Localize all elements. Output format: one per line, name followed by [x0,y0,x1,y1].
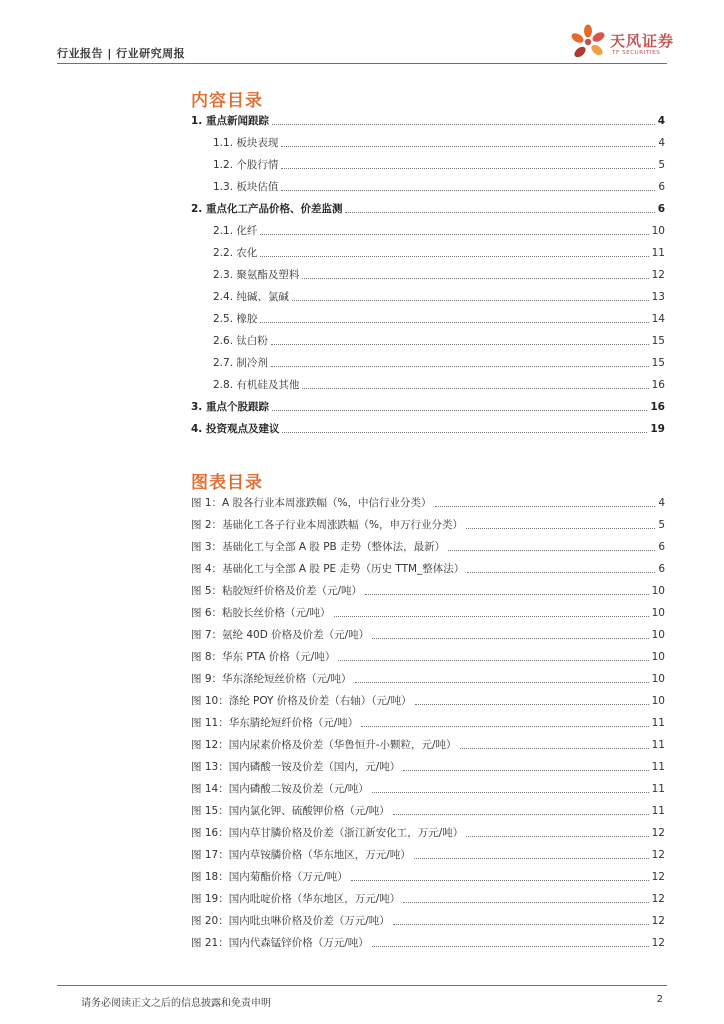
figure-entry-page: 11 [651,739,665,751]
figure-entry-page: 10 [651,695,665,707]
logo-text-cn: 天风证券 [610,32,675,50]
footer-disclaimer: 请务必阅读正文之后的信息披露和免责申明 [81,998,271,1009]
figure-entry-label: 图 5：粘胶短纤价格及价差（元/吨） [191,585,363,597]
dot-leader [415,704,649,705]
figure-entry-page: 10 [651,673,665,685]
dot-leader [365,594,649,595]
figure-entry-page: 5 [658,519,665,531]
figure-entry-label: 图 16：国内草甘膦价格及价差（浙江新安化工，万元/吨） [191,827,464,839]
toc-entry-page: 15 [651,335,665,347]
figure-entry[interactable] [191,736,665,752]
figure-entry[interactable] [191,516,665,532]
dot-leader [345,212,654,213]
toc-entry-page: 19 [650,423,665,435]
report-type-label: 行业报告 | 行业研究周报 [57,47,186,60]
dot-leader [372,792,649,793]
figure-entry-label: 图 8：华东 PTA 价格（元/吨） [191,651,336,663]
toc-entry[interactable] [213,310,665,326]
dot-leader [448,550,655,551]
toc-entry[interactable] [213,156,665,172]
figure-entry-label: 图 18：国内菊酯价格（万元/吨） [191,871,348,883]
toc-entry[interactable] [213,244,665,260]
dot-leader [393,924,649,925]
figure-entry[interactable] [191,714,665,730]
figure-entry[interactable] [191,824,665,840]
figure-entry-label: 图 4：基础化工与全部 A 股 PE 走势（历史 TTM_整体法） [191,563,465,575]
dot-leader [271,366,649,367]
figure-entry-label: 图 12：国内尿素价格及价差（华鲁恒升-小颗粒，元/吨） [191,739,457,751]
toc-entry-label: 3. 重点个股跟踪 [191,401,269,413]
figure-entry-page: 11 [651,783,665,795]
figure-entry-label: 图 15：国内氯化钾、硫酸钾价格（元/吨） [191,805,390,817]
dot-leader [372,946,649,947]
toc-entry-label: 1.2. 个股行情 [213,159,279,171]
figure-entry-page: 12 [651,937,665,949]
logo-text-en: TF SECURITIES [612,50,661,56]
figure-entry-label: 图 11：华东腈纶短纤价格（元/吨） [191,717,359,729]
dot-leader [260,234,648,235]
dot-leader [272,124,655,125]
figure-entry[interactable] [191,494,665,510]
toc-entry[interactable] [213,266,665,282]
figure-entry-label: 图 3：基础化工与全部 A 股 PB 走势（整体法，最新） [191,541,446,553]
figure-entry-label: 图 9：华东涤纶短丝价格（元/吨） [191,673,352,685]
dot-leader [334,616,649,617]
toc-entry-label: 1.1. 板块表现 [213,137,279,149]
figure-entry-page: 12 [651,849,665,861]
dot-leader [467,572,655,573]
toc-entry[interactable] [213,288,665,304]
figure-entry[interactable] [191,538,665,554]
dot-leader [338,660,648,661]
toc-entry[interactable] [191,420,665,436]
figure-entry-label: 图 20：国内吡虫啉价格及价差（万元/吨） [191,915,390,927]
dot-leader [460,748,649,749]
figure-entry-page: 10 [651,607,665,619]
figure-entry-page: 6 [658,541,665,553]
flower-logo-icon [566,22,610,64]
dot-leader [414,858,649,859]
dot-leader [281,146,655,147]
figure-entry-label: 图 2：基础化工各子行业本周涨跌幅（%，申万行业分类） [191,519,463,531]
figure-entry-page: 6 [658,563,665,575]
dot-leader [260,322,648,323]
toc-entry[interactable] [213,222,665,238]
toc-entry-page: 16 [650,401,665,413]
dot-leader [403,902,648,903]
figure-entry-page: 10 [651,585,665,597]
toc-entry-page: 12 [651,269,665,281]
toc-entry-label: 2.4. 纯碱、氯碱 [213,291,289,303]
toc-entry[interactable] [213,376,665,392]
footer-divider [57,985,667,986]
dot-leader [351,880,649,881]
toc-entry-label: 2.2. 农化 [213,247,258,259]
toc-entry[interactable] [213,332,665,348]
toc-entry-page: 6 [658,181,665,193]
toc-entry[interactable] [213,134,665,150]
figure-entry-page: 12 [651,893,665,905]
toc-entry[interactable] [191,112,665,128]
figure-entry-page: 4 [658,497,665,509]
toc-entry-label: 2.3. 聚氨酯及塑料 [213,269,300,281]
toc-entry-page: 16 [651,379,665,391]
figure-entry-label: 图 7：氨纶 40D 价格及价差（元/吨） [191,629,370,641]
dot-leader [302,388,648,389]
toc-entry-label: 4. 投资观点及建议 [191,423,280,435]
toc-entry-label: 1. 重点新闻跟踪 [191,115,269,127]
figure-entry[interactable] [191,604,665,620]
dot-leader [302,278,648,279]
figure-entry-page: 12 [651,915,665,927]
toc-entry-label: 2.6. 钛白粉 [213,335,268,347]
dot-leader [272,410,647,411]
dot-leader [281,168,655,169]
toc-entry-label: 2.8. 有机硅及其他 [213,379,300,391]
toc-entry-page: 4 [658,137,665,149]
dot-leader [271,344,649,345]
toc-entry[interactable] [213,354,665,370]
figure-entry-label: 图 17：国内草铵膦价格（华东地区，万元/吨） [191,849,411,861]
figure-entry[interactable] [191,912,665,928]
toc-entry-page: 14 [651,313,665,325]
dot-leader [292,300,649,301]
dot-leader [260,256,648,257]
dot-leader [372,638,648,639]
figure-entry[interactable] [191,868,665,884]
figure-entry[interactable] [191,692,665,708]
dot-leader [393,814,649,815]
header-divider [57,63,667,64]
figure-entry-label: 图 21：国内代森锰锌价格（万元/吨） [191,937,369,949]
dot-leader [466,528,655,529]
figure-entry[interactable] [191,934,665,950]
dot-leader [403,770,648,771]
figure-entry[interactable] [191,560,665,576]
figure-entry-label: 图 13：国内磷酸一铵及价差（国内，元/吨） [191,761,401,773]
toc-entry[interactable] [191,200,665,216]
figure-entry[interactable] [191,846,665,862]
toc-entry-label: 2.1. 化纤 [213,225,258,237]
figure-entry-page: 11 [651,805,665,817]
toc-entry-page: 10 [651,225,665,237]
figure-entry[interactable] [191,780,665,796]
toc-entry[interactable] [213,178,665,194]
toc-entry-label: 2.5. 橡胶 [213,313,258,325]
figure-entry-label: 图 6：粘胶长丝价格（元/吨） [191,607,331,619]
toc-entry-page: 5 [658,159,665,171]
dot-leader [361,726,648,727]
toc-entry-page: 13 [651,291,665,303]
toc-entry-label: 2. 重点化工产品价格、价差监测 [191,203,343,215]
figure-entry-page: 10 [651,629,665,641]
toc-entry-label: 1.3. 板块估值 [213,181,279,193]
dot-leader [466,836,648,837]
toc-entry-page: 11 [651,247,665,259]
figure-entry-page: 10 [651,651,665,663]
toc-entry-label: 2.7. 制冷剂 [213,357,268,369]
toc-entry-page: 4 [657,115,665,127]
figures-title: 图表目录 [191,473,263,493]
toc-entry-page: 15 [651,357,665,369]
figure-entry[interactable] [191,582,665,598]
tf-securities-logo [566,22,676,64]
figure-entry[interactable] [191,670,665,686]
figure-entry-label: 图 10：涤纶 POY 价格及价差（右轴）（元/吨） [191,695,412,707]
figure-entry-page: 12 [651,827,665,839]
toc-title: 内容目录 [191,91,263,111]
page-number: 2 [656,994,663,1005]
figure-entry-label: 图 14：国内磷酸二铵及价差（元/吨） [191,783,369,795]
figure-entry[interactable] [191,648,665,664]
figure-entry-label: 图 1：A 股各行业本周涨跌幅（%，中信行业分类） [191,497,432,509]
toc-entry-page: 6 [657,203,665,215]
figure-entry-page: 12 [651,871,665,883]
dot-leader [282,432,647,433]
figure-entry[interactable] [191,626,665,642]
figure-entry[interactable] [191,758,665,774]
dot-leader [355,682,649,683]
dot-leader [435,506,656,507]
dot-leader [281,190,655,191]
figure-entry[interactable] [191,890,665,906]
figure-entry-page: 11 [651,761,665,773]
figure-entry[interactable] [191,802,665,818]
figure-entry-page: 11 [651,717,665,729]
figure-entry-label: 图 19：国内吡啶价格（华东地区，万元/吨） [191,893,401,905]
toc-entry[interactable] [191,398,665,414]
